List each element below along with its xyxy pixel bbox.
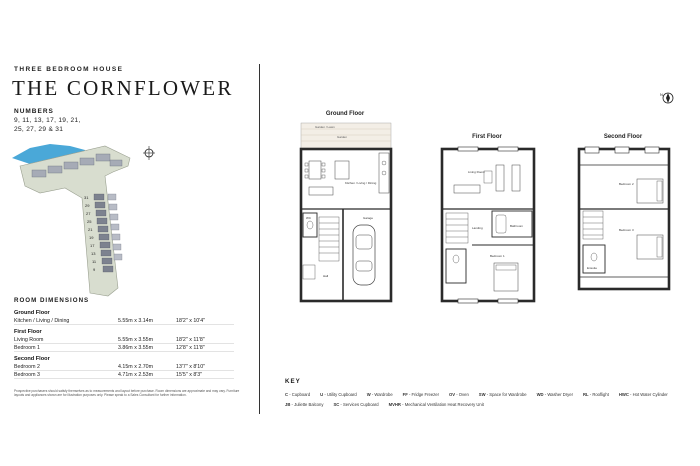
key-item: FF - Fridge Freezer: [402, 392, 439, 397]
room-row: [14, 336, 234, 344]
key-code: HWC: [618, 392, 629, 397]
room-name: Living Room: [14, 337, 44, 343]
key-text: Hot Water Cylinder: [632, 392, 668, 397]
house-type: THREE BEDROOM HOUSE: [14, 66, 124, 73]
key-item: WD - Washer Dryer: [536, 392, 573, 397]
key-code: JB: [285, 402, 291, 407]
key-item: JB - Juliette Balcony: [285, 402, 324, 407]
room-metric: 5.55m x 3.55m: [118, 337, 154, 343]
ground-floor-plan: [293, 121, 395, 305]
key-item: U - Utility Cupboard: [320, 392, 357, 397]
room-name: Bedroom 1: [14, 345, 40, 351]
ensuite-label: Ensuite: [587, 266, 598, 270]
first-floor-label: First Floor: [472, 134, 502, 140]
garden-label: Garden: [337, 135, 348, 139]
site-plan: [10, 138, 160, 298]
plot-label: 9: [93, 267, 96, 272]
bedroom-1-label: Bedroom 1: [490, 254, 505, 258]
key-text: Space for Wardrobe: [489, 392, 527, 397]
key-text: Fridge Freezer: [411, 392, 439, 397]
hall-label: Hall: [323, 274, 329, 278]
key-code: RL: [583, 392, 589, 397]
room-dimensions-heading: ROOM DIMENSIONS: [14, 297, 90, 304]
numbers-line-1: 9, 11, 13, 17, 19, 21,: [14, 117, 81, 124]
room-row: [14, 344, 234, 352]
room-metric: 4.15m x 2.70m: [118, 364, 154, 370]
key-code: SW: [478, 392, 486, 397]
garden-annotation: Garden / Lawn: [315, 125, 335, 129]
key-code: W: [366, 392, 371, 397]
room-metric: 3.86m x 3.55m: [118, 345, 154, 351]
plot-label: 27: [86, 211, 91, 216]
landing-label: Landing: [472, 226, 483, 230]
room-imperial: 18'2" x 10'4": [176, 318, 206, 324]
second-floor-label: Second Floor: [603, 134, 643, 140]
key-row-1: [285, 392, 678, 397]
numbers-heading: NUMBERS: [14, 108, 54, 115]
room-dimensions-table: [14, 306, 234, 379]
living-room-label: Living Room: [468, 170, 485, 174]
plot-label: 13: [91, 251, 96, 256]
plot-label: 31: [84, 195, 89, 200]
key-code: FF: [402, 392, 408, 397]
floor-title: First Floor: [14, 329, 42, 335]
key-code: SC: [333, 402, 340, 407]
ground-floor-label: Ground Floor: [325, 111, 365, 117]
first-floor-plan: [438, 145, 538, 305]
key-text: Oven: [458, 392, 469, 397]
room-name: Bedroom 3: [14, 372, 40, 378]
key-text: Juliette Balcony: [294, 402, 324, 407]
plot-label: 21: [88, 227, 93, 232]
key-row-2: [285, 402, 494, 407]
key-item: C - Cupboard: [285, 392, 311, 397]
room-row: [14, 317, 234, 325]
ground-outer-wall: [301, 149, 391, 301]
plot-label: 19: [89, 235, 94, 240]
key-text: Rooflight: [592, 392, 609, 397]
kitchen-label: Kitchen / Living / Dining: [345, 181, 377, 185]
plot-label: 25: [87, 219, 92, 224]
key-item: SC - Services Cupboard: [333, 402, 379, 407]
key-text: Services Cupboard: [343, 402, 379, 407]
room-row: [14, 363, 234, 371]
room-metric: 4.71m x 2.53m: [118, 372, 154, 378]
key-item: OV - Oven: [448, 392, 469, 397]
key-code: WD: [536, 392, 544, 397]
key-code: U: [320, 392, 324, 397]
key-code: C: [285, 392, 289, 397]
wc-label: WC: [306, 216, 311, 220]
key-text: Cupboard: [291, 392, 311, 397]
compass-icon: [660, 90, 676, 106]
room-imperial: 18'2" x 11'8": [176, 337, 205, 343]
key-item: RL - Rooflight: [583, 392, 609, 397]
room-metric: 5.55m x 3.14m: [118, 318, 154, 324]
room-name: Bedroom 2: [14, 364, 40, 370]
key-heading: KEY: [285, 378, 301, 385]
garage-label: Garage: [363, 216, 374, 220]
key-item: HWC - Hot Water Cylinder: [618, 392, 668, 397]
svg-text:N: N: [660, 92, 663, 97]
key-text: Mechanical Ventilation Heat Recovery Unit: [404, 402, 484, 407]
bedroom-2-label: Bedroom 2: [619, 182, 634, 186]
room-imperial: 13'7" x 8'10": [176, 364, 206, 370]
key-item: MVHR - Mechanical Ventilation Heat Recovery Unit: [388, 402, 484, 407]
plot-label: 29: [85, 203, 90, 208]
key-text: Utility Cupboard: [326, 392, 357, 397]
key-item: SW - Space for Wardrobe: [478, 392, 527, 397]
key-item: W - Wardrobe: [366, 392, 393, 397]
plot-label: 11: [92, 259, 97, 264]
disclaimer: Prospective purchasers should satisfy themselves as to measurements and layout before purchase. Room dimensions are approximate and may vary. Furniture layouts and appliances shown are for illustration purposes only. Please speak to a Sales Consultant for further information.: [14, 389, 240, 398]
north-arrow-icon: [143, 146, 155, 160]
key-text: Washer Dryer: [547, 392, 573, 397]
room-imperial: 15'5" x 8'3": [176, 372, 203, 378]
floor-title: Ground Floor: [14, 310, 50, 316]
key-code: OV: [448, 392, 456, 397]
second-floor-plan: [575, 145, 673, 305]
numbers-line-2: 25, 27, 29 & 31: [14, 126, 64, 133]
room-row: [14, 371, 234, 379]
floor-title: Second Floor: [14, 356, 50, 362]
room-name: Kitchen / Living / Dining: [14, 318, 70, 324]
plot-label: 17: [90, 243, 95, 248]
room-imperial: 12'8" x 11'8": [176, 345, 205, 351]
key-text: Wardrobe: [374, 392, 393, 397]
bathroom-label: Bathroom: [510, 224, 524, 228]
column-divider: [259, 64, 260, 414]
key-code: MVHR: [388, 402, 401, 407]
bedroom-3-label: Bedroom 3: [619, 228, 634, 232]
house-title: THE CORNFLOWER: [12, 76, 234, 100]
